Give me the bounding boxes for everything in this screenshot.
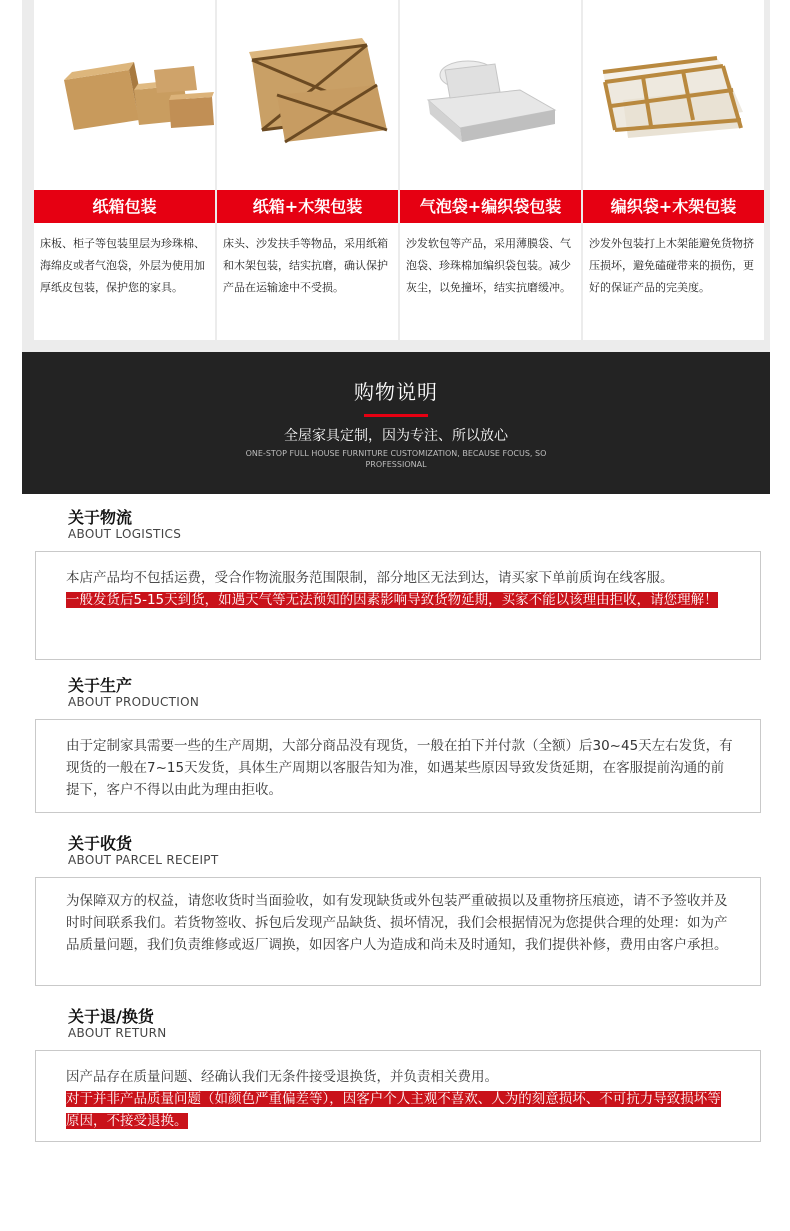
packaging-card-woven-wood [583,0,764,340]
packaging-title: 纸箱包装 [34,190,215,223]
packaging-title: 纸箱+木架包装 [217,190,398,223]
carton-boxes-image [34,0,215,190]
banner-subtitle: 全屋家具定制，因为专注、所以放心 [284,428,508,444]
section-text: 为保障双方的权益，请您收货时当面验收，如有发现缺货或外包装严重破损以及重物挤压痕迹，请不予签收并及时时间联系我们。若货物签收、拆包后发现产品缺货、损坏情况，我们会根据情况为您提供合理的处理：如为产品质量问题，我们负责维修或返厂调换，如因客户人为造成和尚未及时通知，我们提供补修，费用由客户承担。 [66,893,728,953]
section-en-return: ABOUT RETURN [68,1026,167,1040]
packaging-card-carton-wood [217,0,398,340]
section-title-logistics: 关于物流 [68,508,133,527]
section-title-receipt: 关于收货 [68,834,133,853]
section-en-production: ABOUT PRODUCTION [68,695,200,709]
section-box-return [35,1050,761,1142]
section-en-receipt: ABOUT PARCEL RECEIPT [68,853,219,867]
banner-title: 购物说明 [354,380,438,404]
bubble-bag-image [400,0,581,190]
section-text: 由于定制家具需要一些的生产周期，大部分商品没有现货，一般在拍下并付款（全额）后30~45天左右发货，有现货的一般在7~15天发货，具体生产周期以客服告知为准，如遇某些原因导致发货延期，在客服提前沟通的前提下，客户不得以由此为理由拒收。 [66,738,733,798]
section-text [66,1066,734,1132]
section-text [66,567,734,611]
shopping-guide-banner [22,352,770,494]
packaging-title: 编织袋+木架包装 [583,190,764,223]
section-en-logistics: ABOUT LOGISTICS [68,527,182,541]
banner-english: ONE-STOP FULL HOUSE FURNITURE CUSTOMIZATION, BECAUSE FOCUS, SO PROFESSIONAL [245,449,547,469]
section-box-receipt [35,877,761,986]
packaging-description: 床头、沙发扶手等物品，采用纸箱和木架包装，结实抗磨，确认保护产品在运输途中不受损。 [223,237,388,294]
section-highlight: 一般发货后5-15天到货，如遇天气等无法预知的因素影响导致货物延期，买家不能以该理由拒收，请您理解！ [66,592,718,608]
packaging-title: 气泡袋+编织袋包装 [400,190,581,223]
section-body: 本店产品均不包括运费，受合作物流服务范围限制，部分地区无法到达，请买家下单前质询在线客服。 [66,570,674,586]
packaging-section [22,0,770,352]
packaging-card-carton [34,0,215,340]
woven-bag-crate-image [583,0,764,190]
packaging-description: 沙发软包等产品，采用薄膜袋、气泡袋、珍珠棉加编织袋包装。减少灰尘，以免撞坏，结实抗磨缓冲。 [406,237,571,294]
section-box-logistics [35,551,761,660]
section-body: 因产品存在质量问题、经确认我们无条件接受退换货，并负责相关费用。 [66,1069,498,1085]
section-highlight: 对于并非产品质量问题（如颜色严重偏差等），因客户个人主观不喜欢、人为的刻意损坏、不可抗力导致损坏等原因，不接受退换。 [66,1091,721,1129]
banner-divider [364,414,428,417]
section-title-production: 关于生产 [68,676,133,695]
wooden-crate-image [217,0,398,190]
section-box-production [35,719,761,813]
section-title-return: 关于退/换货 [68,1007,154,1026]
packaging-description: 床板、柜子等包装里层为珍珠棉、海绵皮或者气泡袋，外层为使用加厚纸皮包装，保护您的家具。 [40,237,205,294]
packaging-card-bubble-bag [400,0,581,340]
packaging-description: 沙发外包装打上木架能避免货物挤压损坏，避免磕碰带来的损伤，更好的保证产品的完美度。 [589,237,754,294]
